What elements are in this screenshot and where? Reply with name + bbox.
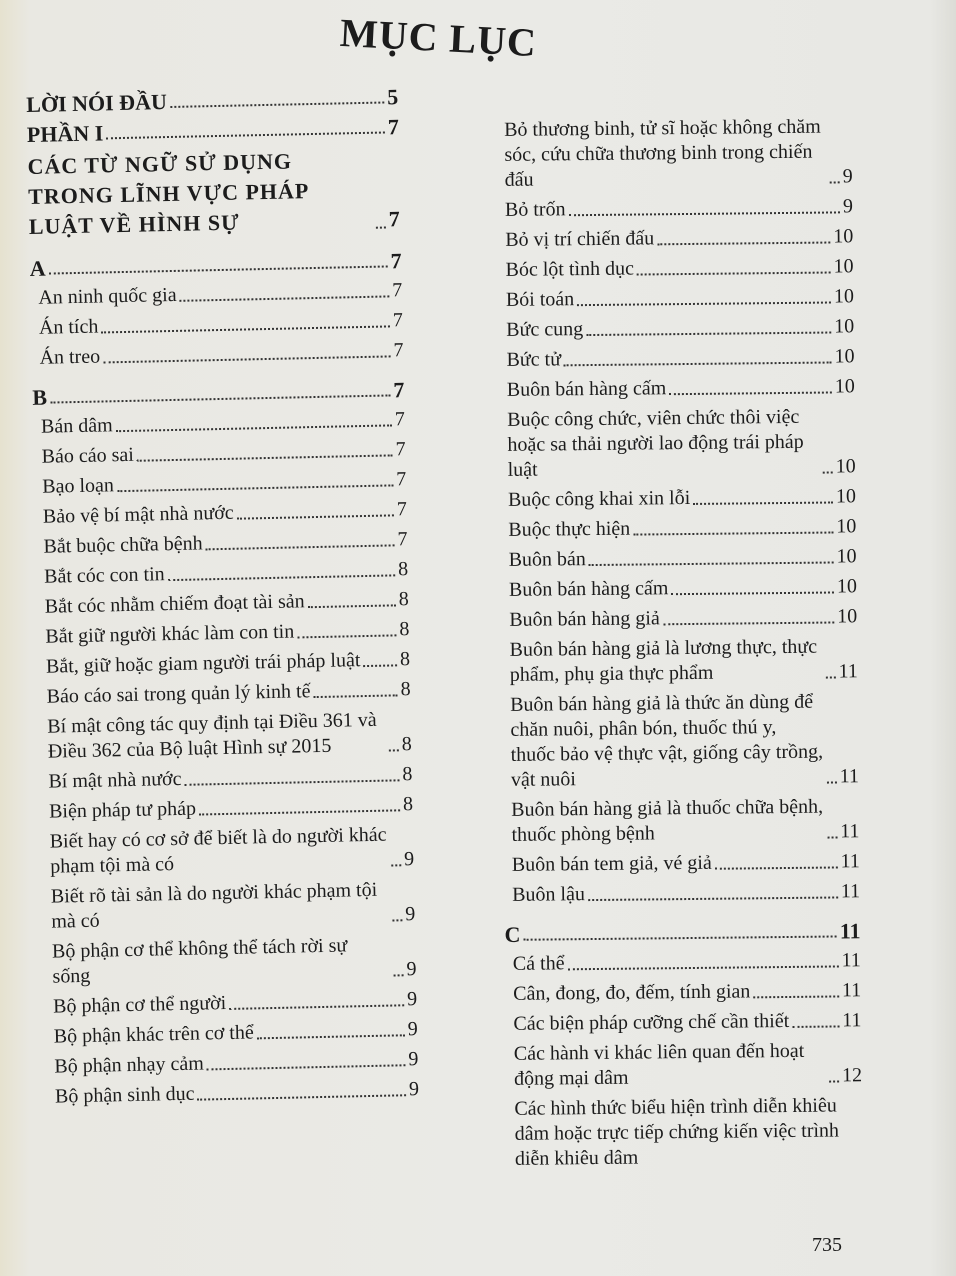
toc-section-c [504, 918, 860, 947]
toc-entry [46, 1017, 418, 1050]
toc-entry [45, 987, 417, 1020]
toc-entry [35, 497, 407, 530]
dot-leader [363, 664, 397, 667]
entry-label: Các hình thức biểu hiện trình diễn khiêu dâm hoặc trực tiếp chứng kiến việc trình diễn khiêu dâm [514, 1094, 840, 1170]
toc-left-column [26, 84, 419, 1115]
entry-page: 9 [405, 903, 416, 926]
toc-entry [43, 877, 416, 935]
entry-page: 7 [387, 114, 400, 140]
entry-label: Án tích [38, 315, 99, 339]
toc-entry [44, 932, 417, 990]
entry-page: 8 [399, 618, 410, 641]
toc-entry [31, 338, 403, 371]
entry-label: Bắt cóc con tin [43, 563, 165, 588]
entry-page: 7 [390, 248, 402, 274]
entry-label: Bắt, giữ hoặc giam người trái pháp luật [45, 649, 361, 678]
entry-page: 11 [842, 1009, 862, 1032]
dot-leader [168, 574, 395, 581]
entry-label: An ninh quốc gia [38, 283, 177, 309]
toc-entry [498, 344, 854, 373]
entry-label: Bí mật nhà nước [48, 767, 182, 793]
dot-leader [116, 424, 392, 432]
page-title: MỤC LỤC [338, 9, 539, 66]
entry-page: 8 [402, 793, 414, 816]
entry-page: 9 [408, 1077, 420, 1101]
dot-leader [823, 471, 833, 473]
toc-entry [46, 1047, 418, 1080]
entry-page: 11 [840, 820, 860, 843]
dot-leader [589, 561, 834, 566]
entry-page: 10 [834, 315, 855, 338]
entry-page: 8 [402, 763, 413, 786]
dot-leader [392, 919, 402, 921]
entry-label: A [29, 255, 46, 281]
entry-page: 10 [835, 485, 857, 508]
dot-leader [564, 361, 832, 366]
toc-entry [37, 617, 409, 650]
toc-entry [498, 284, 854, 313]
toc-entry [502, 689, 859, 793]
entry-page: 11 [839, 918, 861, 944]
dot-leader [588, 896, 838, 901]
dot-leader [569, 211, 840, 216]
entry-label: Báo cáo sai [41, 443, 135, 468]
dot-leader [229, 1004, 404, 1010]
entry-page: 9 [407, 1018, 418, 1041]
toc-entry [501, 544, 857, 573]
entry-label: Bộ phận sinh dục [54, 1082, 195, 1108]
entry-page: 5 [386, 84, 399, 110]
dot-leader [829, 1080, 839, 1082]
entry-label: Bộ phận cơ thể không thể tách rời sự sống [51, 934, 348, 988]
entry-label: Bức tử [506, 348, 562, 371]
entry-label: Buôn bán hàng cấm [506, 377, 667, 401]
entry-label: Buôn bán hàng giả là thuốc chữa bệnh, thuốc phòng bệnh [511, 795, 824, 846]
toc-entry [506, 1093, 863, 1172]
entry-label: Bỏ vị trí chiến đấu [505, 227, 655, 251]
entry-label: Buôn bán hàng giả là thức ăn dùng để chăn nuôi, phân bón, thuốc thú y, thuốc bảo vệ thực vật, giống cây trồng, vật nuôi [510, 690, 824, 791]
toc-entry [505, 948, 861, 977]
dot-leader [827, 781, 837, 783]
toc-entry [501, 574, 857, 603]
entry-label: Buôn bán hàng cấm [508, 577, 669, 601]
toc-entry [506, 1038, 863, 1092]
toc-entry [41, 822, 414, 880]
toc-entry [499, 374, 855, 403]
dot-leader [389, 749, 399, 751]
entry-page: 10 [833, 255, 854, 278]
toc-entry [37, 587, 409, 620]
entry-label: Bắt giữ người khác làm con tin [45, 620, 295, 648]
dot-leader [206, 544, 395, 550]
dot-leader [106, 131, 385, 139]
entry-label: Bán dâm [40, 414, 113, 438]
entry-page: 7 [393, 339, 404, 362]
entry-page: 11 [841, 979, 862, 1002]
dot-leader [103, 355, 390, 363]
entry-page: 10 [834, 345, 855, 368]
entry-label: Bóc lột tình dục [505, 257, 635, 281]
entry-label: Buộc công khai xin lỗi [507, 486, 691, 511]
dot-leader [568, 965, 839, 970]
entry-label: Bỏ trốn [504, 198, 566, 221]
dot-leader [715, 866, 838, 869]
toc-entry [499, 404, 856, 483]
entry-label: Các biện pháp cưỡng chế cần thiết [513, 1009, 790, 1035]
entry-page: 10 [833, 225, 854, 248]
toc-entry [40, 762, 412, 795]
entry-page: 11 [840, 880, 861, 903]
entry-page: 7 [397, 528, 408, 551]
entry-label: Buộc thực hiện [508, 517, 631, 541]
entry-label: Bộ phận khác trên cơ thể [53, 1021, 254, 1048]
dot-leader [753, 995, 839, 998]
dot-leader [663, 621, 834, 625]
toc-entry [38, 647, 410, 680]
dot-leader [792, 1025, 839, 1027]
toc-entry [31, 308, 403, 341]
dot-leader [297, 634, 396, 638]
dot-leader [170, 101, 384, 107]
toc-entry [496, 114, 853, 193]
dot-leader [830, 181, 840, 183]
entry-label: Bức cung [506, 318, 584, 341]
entry-label: Bắt buộc chữa bệnh [43, 532, 203, 558]
entry-page: 8 [401, 733, 412, 756]
dot-leader [199, 809, 400, 815]
dot-leader [185, 779, 400, 786]
toc-entry [501, 634, 858, 688]
toc-entry [41, 792, 413, 825]
toc-entry [503, 794, 860, 848]
entry-page: 8 [397, 558, 409, 581]
toc-entry [497, 194, 853, 223]
entry-page: 8 [398, 588, 409, 611]
entry-page: 9 [406, 958, 417, 981]
dot-leader [49, 265, 388, 274]
entry-label: Bộ phận nhạy cảm [54, 1052, 205, 1078]
entry-label: Biết hay có cơ sở để biết là do người khác phạm tội mà có [49, 823, 387, 878]
entry-page: 10 [834, 375, 855, 398]
entry-page: 7 [395, 438, 406, 461]
dot-leader [50, 394, 390, 403]
entry-page: 10 [836, 575, 858, 598]
toc-entry [497, 254, 853, 283]
entry-page: 9 [842, 165, 853, 188]
entry-page: 10 [837, 605, 858, 628]
dot-leader [637, 272, 831, 276]
dot-leader [101, 325, 390, 333]
entry-page: 11 [838, 660, 858, 683]
toc-entry [500, 484, 856, 513]
entry-page: 9 [408, 1047, 419, 1071]
dot-leader [826, 676, 836, 678]
entry-label: Bắt cóc nhằm chiếm đoạt tài sản [44, 590, 305, 618]
dot-leader [671, 591, 834, 595]
dot-leader [577, 302, 831, 307]
entry-page: 11 [840, 850, 860, 873]
entry-page: 11 [839, 765, 860, 788]
dot-leader [669, 391, 832, 395]
entry-label: CÁC TỪ NGỮ SỬ DỤNG TRONG LĨNH VỰC PHÁP LUẬT VỀ HÌNH SỰ [27, 148, 309, 239]
entry-page: 7 [396, 498, 408, 521]
entry-label: Bói toán [505, 288, 575, 311]
toc-entry [504, 849, 860, 878]
toc-entry [38, 677, 410, 710]
toc-entry [497, 224, 853, 253]
toc-entry [39, 707, 412, 765]
entry-label: Cân, đong, đo, đếm, tính gian [513, 980, 751, 1005]
toc-entry [33, 437, 405, 470]
dot-leader [827, 836, 837, 838]
entry-label: LỜI NÓI ĐẦU [26, 89, 168, 117]
toc-entry [505, 978, 861, 1007]
dot-leader [117, 484, 393, 492]
toc-section-b [32, 377, 404, 410]
toc-entry [47, 1077, 419, 1110]
entry-page: 8 [400, 678, 411, 701]
entry-label: Án treo [39, 345, 101, 369]
dot-leader [308, 604, 396, 608]
entry-label: Bỏ thương binh, tử sĩ hoặc không chăm sóc, cứu chữa thương binh trong chiến đấu [504, 115, 821, 191]
entry-page: 7 [394, 408, 406, 431]
entry-page: 10 [836, 515, 857, 538]
toc-entry [501, 604, 857, 633]
entry-label: Biện pháp tư pháp [48, 797, 197, 823]
entry-label: Bạo loạn [42, 474, 115, 498]
entry-label: Cá thể [512, 952, 565, 975]
entry-page: 11 [841, 949, 861, 972]
toc-entry-part [27, 114, 399, 147]
dot-leader [391, 864, 401, 866]
entry-page: 10 [835, 455, 856, 478]
entry-label: C [504, 921, 521, 947]
toc-entry-preface [26, 84, 398, 117]
toc-entry [36, 557, 408, 590]
dot-leader [657, 242, 830, 246]
entry-label: Buôn bán tem giả, vé giả [511, 851, 712, 876]
entry-page: 10 [836, 545, 857, 568]
dot-leader [198, 1094, 407, 1100]
dot-leader [376, 226, 386, 228]
entry-label: PHẦN I [26, 120, 104, 147]
entry-label: Buôn lậu [512, 883, 586, 906]
entry-page: 7 [392, 279, 403, 302]
toc-entry [500, 514, 856, 543]
entry-label: B [32, 384, 48, 410]
entry-label: Báo cáo sai trong quản lý kinh tế [46, 680, 311, 708]
dot-leader [394, 974, 404, 976]
dot-leader [207, 1064, 406, 1070]
entry-label: Biết rõ tài sản là do người khác phạm tội mà có [50, 878, 378, 933]
entry-page: 7 [392, 309, 404, 332]
dot-leader [586, 332, 831, 337]
dot-leader [257, 1034, 405, 1039]
entry-page: 8 [399, 648, 411, 671]
toc-entry [505, 1008, 861, 1037]
entry-label: Buộc công chức, viên chức thôi việc hoặc sa thải người lao động trái pháp luật [507, 405, 804, 481]
dot-leader [633, 531, 833, 535]
toc-entry [34, 467, 406, 500]
dot-leader [523, 935, 836, 940]
toc-entry [504, 879, 860, 908]
entry-page: 10 [833, 285, 855, 308]
toc-entry-part-title [27, 144, 401, 242]
dot-leader [137, 454, 393, 461]
toc-entry [33, 407, 405, 440]
entry-page: 9 [842, 195, 854, 218]
entry-label: Bí mật công tác quy định tại Điều 361 và Điều 362 của Bộ luật Hình sự 2015 [47, 708, 377, 763]
entry-page: 7 [393, 377, 405, 403]
entry-page: 12 [841, 1064, 863, 1087]
toc-section-a [29, 248, 401, 281]
entry-label: Bộ phận cơ thể người [52, 992, 227, 1018]
toc-entry [35, 527, 407, 560]
entry-page: 7 [388, 206, 401, 232]
entry-page: 9 [406, 988, 418, 1011]
entry-label: Bảo vệ bí mật nhà nước [42, 501, 234, 528]
entry-label: Buôn bán hàng giả [509, 607, 660, 631]
entry-label: Buôn bán [508, 548, 586, 571]
entry-label: Buôn bán hàng giả là lương thực, thực phẩm, phụ gia thực phẩm [509, 635, 818, 686]
page-number: 735 [812, 1234, 842, 1256]
entry-page: 7 [395, 468, 407, 491]
dot-leader [314, 694, 398, 698]
dot-leader [237, 514, 394, 519]
entry-page: 9 [403, 848, 415, 871]
toc-entry [30, 278, 402, 311]
entry-label: Các hành vi khác liên quan đến hoạt động mại dâm [513, 1039, 805, 1090]
toc-right-column [496, 114, 863, 1177]
dot-leader [180, 295, 390, 301]
dot-leader [693, 501, 833, 504]
toc-entry [498, 314, 854, 343]
